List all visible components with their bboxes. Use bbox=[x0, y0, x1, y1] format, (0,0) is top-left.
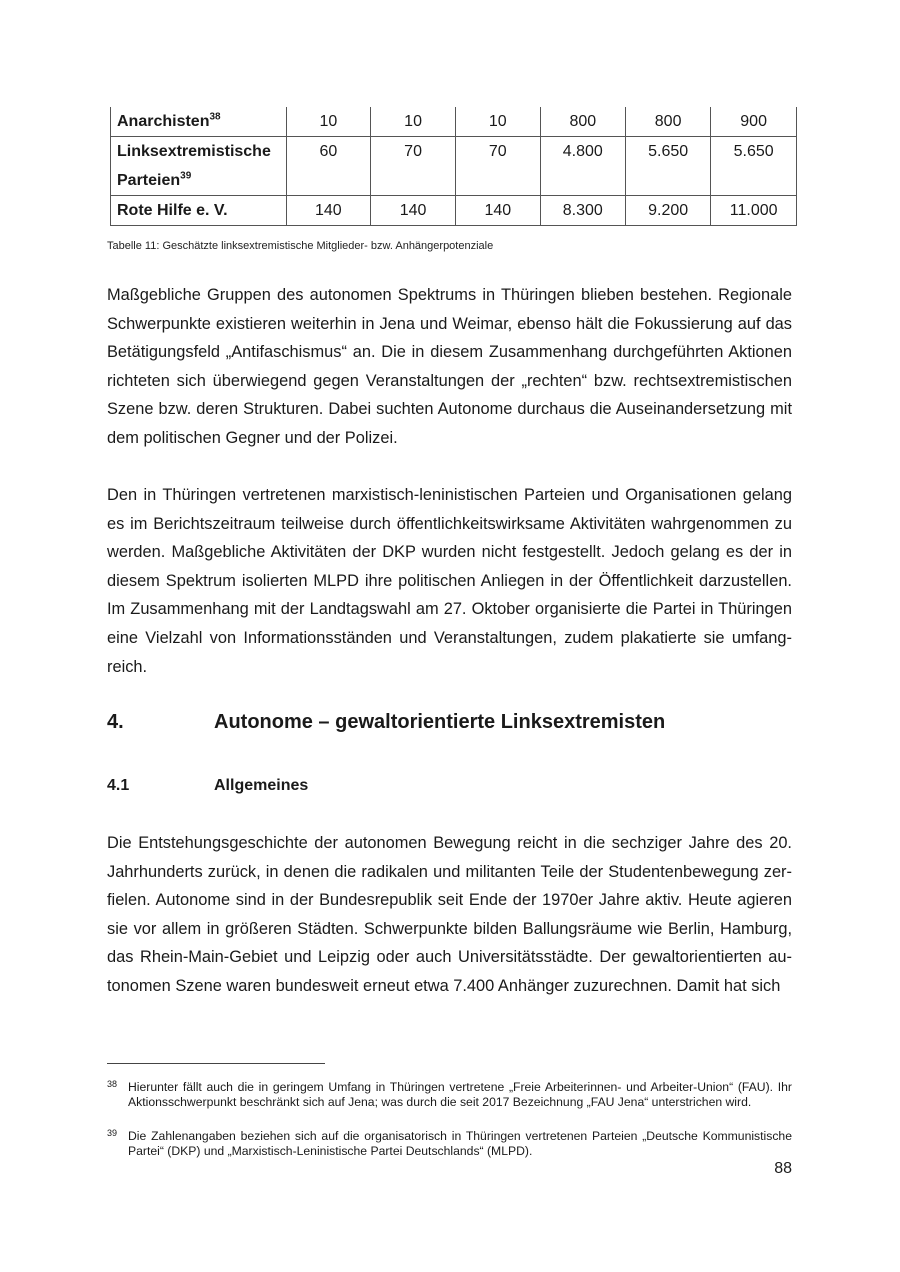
table-cell: 70 bbox=[371, 137, 456, 196]
table-cell: 900 bbox=[711, 107, 797, 137]
row-label bbox=[111, 137, 287, 196]
footnote-ref: 39 bbox=[180, 170, 192, 182]
table-cell: 800 bbox=[540, 107, 625, 137]
footnote-divider bbox=[107, 1063, 325, 1064]
footnote bbox=[107, 1080, 792, 1110]
section-number: 4. bbox=[107, 711, 124, 733]
table-cell: 5.650 bbox=[625, 137, 710, 196]
row-label-text: Anarchisten bbox=[117, 113, 210, 130]
table-cell: 140 bbox=[455, 196, 540, 226]
row-label: Rote Hilfe e. V. bbox=[111, 196, 287, 226]
table-cell: 800 bbox=[625, 107, 710, 137]
table-cell: 8.300 bbox=[540, 196, 625, 226]
table-cell: 11.000 bbox=[711, 196, 797, 226]
footnote-mark: 38 bbox=[107, 1079, 118, 1089]
membership-table bbox=[110, 107, 797, 226]
table-cell: 70 bbox=[455, 137, 540, 196]
footnote-text: Die Zahlenangaben beziehen sich auf die organisatorisch in Thüringen vertretenen Parteien „Deutsche Kommunistische Partei“ (DKP) und „Marxistisch-Leninistische Partei Deutschlands“ (MLPD). bbox=[128, 1129, 792, 1158]
paragraph: Den in Thüringen vertretenen marxistisch-leninistischen Parteien und Organisationen gelang es im Berichtszeitraum teilweise durch öffentlichkeitswirksame Aktivitäten wahrgenommen zu werden. Maßgebliche Aktivitäten der DKP wurden nicht festgestellt. Jedoch gelang es der in diesem Spektrum isolierten MLPD ihre politischen Anliegen in der Öffentlichkeit darzustellen. Im Zusammenhang mit der Landtagswahl am 27. Oktober organisierte die Partei in Thüringen eine Vielzahl von Informationsständen und Veranstaltungen, zudem plakatierte sie umfangreich. bbox=[107, 486, 792, 676]
table-row bbox=[111, 137, 797, 196]
table-cell: 5.650 bbox=[711, 137, 797, 196]
table-cell: 10 bbox=[455, 107, 540, 137]
table-cell: 4.800 bbox=[540, 137, 625, 196]
row-label bbox=[111, 107, 287, 137]
table-cell: 10 bbox=[371, 107, 456, 137]
footnote bbox=[107, 1129, 792, 1159]
paragraph: Maßgebliche Gruppen des autonomen Spektrums in Thüringen blieben bestehen. Regionale Schwerpunkte existieren weiterhin in Jena und Weimar, ebenso hält die Fokussierung auf das Betätigungsfeld „Antifaschismus“ an. Die in diesem Zusammenhang durchgeführten Aktionen richteten sich überwiegend gegen Veranstaltungen der „rechten“ bzw. rechtsextremistischen Szene bzw. deren Strukturen. Dabei suchten Autonome durchaus die Auseinandersetzung mit dem politischen Gegner und der Polizei. bbox=[107, 286, 792, 447]
table-row bbox=[111, 196, 797, 226]
footnote-ref: 38 bbox=[209, 111, 221, 123]
row-label-text: Linksextremistische bbox=[117, 143, 271, 160]
table-cell: 10 bbox=[286, 107, 371, 137]
footnote-mark: 39 bbox=[107, 1128, 118, 1138]
page-number: 88 bbox=[774, 1160, 792, 1177]
subsection-number: 4.1 bbox=[107, 777, 130, 794]
table-cell: 140 bbox=[371, 196, 456, 226]
subsection-title: Allgemeines bbox=[214, 777, 309, 794]
section-title: Autonome – gewaltorientierte Linksextremisten bbox=[214, 711, 666, 733]
table-cell: 9.200 bbox=[625, 196, 710, 226]
paragraph: Die Entstehungsgeschichte der autonomen Bewegung reicht in die sechziger Jahre des 20. Jahrhunderts zurück, in denen die radikalen und militanten Teile der Studentenbewegung zerfielen. Autonome sind in der Bundesrepublik seit Ende der 1970er Jahre aktiv. Heute agieren sie vor allem in größeren Städten. Schwerpunkte bilden Ballungsräume wie Berlin, Hamburg, das Rhein-Main-Gebiet und Leipzig oder auch Universitätsstädte. Der gewaltorientierten autonomen Szene waren bundesweit erneut etwa 7.400 Anhänger zuzurechnen. Damit hat sich bbox=[107, 834, 792, 995]
table-cell: 60 bbox=[286, 137, 371, 196]
table-caption: Tabelle 11: Geschätzte linksextremistische Mitglieder- bzw. Anhängerpotenziale bbox=[107, 240, 494, 252]
row-label-text-line2: Parteien bbox=[117, 172, 181, 189]
table-cell: 140 bbox=[286, 196, 371, 226]
footnote-text: Hierunter fällt auch die in geringem Umfang in Thüringen vertretene „Freie Arbeiterinnen- und Arbeiter-Union“ (FAU). Ihr Aktionsschwerpunkt beschränkt sich auf Jena; was durch die seit 2017 Bezeichnung „FAU Jena“ unterstrichen wird. bbox=[128, 1080, 792, 1109]
table-row bbox=[111, 107, 797, 137]
